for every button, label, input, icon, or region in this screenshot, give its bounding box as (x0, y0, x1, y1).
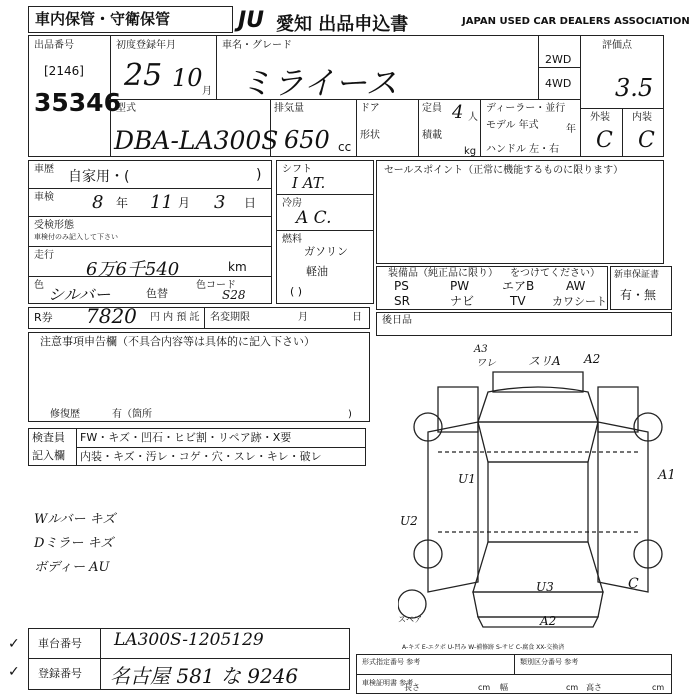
displacement-unit: cc (338, 140, 352, 154)
score-value: 3.5 (615, 74, 654, 102)
check-mark-2: ✓ (8, 664, 20, 680)
first-reg-month-unit: 月 (202, 86, 212, 97)
recycle-included: 円 内 預 託 (150, 312, 200, 323)
mileage-label: 走行 (34, 250, 54, 261)
chassis-label: 車台番号 (38, 637, 82, 650)
inspection-year: 8 (92, 192, 104, 213)
mark-a3: A3 (474, 344, 488, 355)
lot-number: 35346 (34, 88, 121, 117)
inspection-month-unit: 月 (178, 196, 191, 210)
first-reg-month: 10 (172, 64, 203, 92)
wid-unit: cm (566, 683, 579, 692)
int-grade: C (638, 128, 655, 153)
inspection-day: 3 (214, 192, 226, 213)
check-mark-1: ✓ (8, 636, 20, 652)
equipment-circle-note: をつけてください） (510, 268, 600, 279)
equip-navi: ナビ (450, 294, 475, 308)
receipt-note: 車検付のみ記入して下さい (34, 233, 118, 241)
fuel-diesel: 軽油 (306, 265, 328, 278)
ext-grade: C (596, 128, 613, 153)
dealer-label: ディーラー・並行 (486, 103, 566, 114)
color-change-label: 色替 (146, 287, 168, 300)
equip-ps: PS (394, 279, 409, 293)
mark-suria: スリA (528, 354, 561, 368)
equip-sr: SR (394, 294, 410, 308)
ext-label: 外装 (590, 112, 610, 123)
form-label: 形式指定番号 参考 (362, 658, 421, 666)
inspection-month: 11 (150, 192, 173, 213)
handle-label: ハンドル 左・右 (486, 144, 560, 155)
equip-airbag: エアB (502, 279, 535, 293)
remark-1: Wルバー キズ (34, 512, 116, 527)
color-label: 色 (34, 280, 44, 291)
repair-close: ) (348, 409, 352, 420)
sales-point-label: セールスポイント（正常に機能するものに限ります） (384, 165, 624, 176)
lot-label: 出品番号 (34, 40, 74, 51)
inspection-day-unit: 日 (244, 196, 257, 210)
history-close: ) (256, 167, 262, 183)
inspector-label-2: 記入欄 (32, 449, 65, 462)
displacement-label: 排気量 (274, 103, 304, 114)
load-unit: kg (464, 146, 477, 157)
roof (488, 462, 588, 542)
ac-value: A C. (296, 208, 332, 228)
fuel-paren: ( ) (290, 285, 303, 298)
rear-note-label: 後日品 (382, 315, 412, 326)
ac-label: 冷房 (282, 198, 302, 209)
header-right-title: JAPAN USED CAR DEALERS ASSOCIATION (462, 16, 690, 27)
inspector-label-1: 検査員 (32, 431, 65, 444)
remark-2: Dミラー キズ (34, 536, 114, 551)
mark-ware: ワレ (476, 358, 496, 369)
drive-4wd: 4WD (545, 77, 572, 90)
color-code-label: 色コード (196, 280, 236, 291)
warranty-value: 有・無 (620, 288, 657, 302)
len-unit: cm (478, 683, 491, 692)
car-name-value: ミライース (240, 64, 398, 102)
fuel-label: 燃料 (282, 234, 302, 245)
ju-logo: JU (238, 8, 265, 33)
equip-tv: TV (510, 294, 526, 308)
remark-3: ボディー AU (34, 560, 110, 575)
equip-aw: AW (566, 279, 586, 293)
front-bumper (478, 617, 598, 627)
shift-label: シフト (282, 164, 312, 175)
roof-rear (478, 422, 598, 462)
capacity-unit: 人 (468, 112, 478, 123)
model-type-value: DBA-LA300S (114, 126, 279, 155)
inspection-year-unit: 年 (116, 196, 129, 210)
equip-pw: PW (450, 279, 470, 293)
mileage-unit: km (228, 260, 247, 274)
header-left-title-box (28, 6, 233, 33)
hei-unit: cm (652, 683, 665, 692)
hei-label: 高さ (586, 683, 602, 692)
capacity-label: 定員 (422, 103, 442, 114)
mark-c: C (628, 576, 639, 592)
notes-label: 注意事項申告欄（不具合内容等は具体的に記入下さい） (40, 335, 315, 348)
plate-value: 名古屋 581 な 9246 (110, 664, 299, 688)
inspection-label: 車検 (34, 192, 54, 203)
type-label: 類別区分番号 参考 (520, 658, 579, 666)
capacity-value: 4 (452, 102, 464, 123)
lot-sub: [2146] (44, 64, 84, 78)
name-change-day: 日 (352, 312, 362, 323)
fuel-gas: ガソリン (304, 245, 348, 258)
equipment-label: 装備品（純正品に限り） (388, 268, 498, 279)
name-change-label: 名変期限 (210, 312, 250, 323)
repair-label: 修復歴 (50, 409, 80, 420)
recycle-value: 7820 (86, 304, 137, 328)
int-label: 内装 (632, 112, 652, 123)
spare-label: スペア (398, 615, 422, 624)
shift-value: I AT. (292, 174, 326, 192)
mark-a2-top: A2 (584, 352, 601, 366)
inspector-row-2: 内装・キズ・汚レ・コゲ・穴・スレ・キレ・破レ (80, 450, 322, 463)
model-type-label: 型式 (116, 103, 136, 114)
hood (473, 592, 603, 617)
shape-label: 形状 (360, 130, 380, 141)
car-name-label: 車名・グレード (222, 40, 292, 51)
history-label: 車歴 (34, 164, 54, 175)
repair-value: 有（箇所 (112, 409, 152, 420)
score-label: 評価点 (602, 40, 632, 51)
color-value: シルバー (48, 285, 111, 304)
history-value: 自家用・( (68, 169, 130, 185)
model-year-unit: 年 (566, 124, 576, 135)
first-reg-label: 初度登録年月 (116, 40, 176, 51)
header-center-title: 愛知 出品申込書 (276, 14, 409, 35)
equip-leather: カワシート (552, 295, 607, 308)
color-code-value: S28 (222, 288, 246, 302)
mark-u1: U1 (458, 472, 476, 486)
mark-u3: U3 (536, 580, 554, 594)
first-reg-year: 25 (124, 58, 163, 93)
plate-label: 登録番号 (38, 667, 82, 680)
load-label: 積載 (422, 130, 442, 141)
len-label: 長さ (404, 683, 420, 692)
wid-label: 幅 (500, 683, 508, 692)
receipt-label: 受検形態 (34, 220, 74, 231)
inspector-row-1: FW・キズ・凹石・ヒビ割・リペア跡・X要 (80, 431, 292, 444)
mark-u2: U2 (400, 514, 418, 528)
mileage-value: 6万6千540 (86, 259, 180, 280)
doors-label: ドア (360, 103, 380, 114)
header-left-title: 車内保管・守衛保管 (35, 10, 171, 28)
model-year-label: モデル 年式 (486, 120, 539, 131)
drive-2wd: 2WD (545, 53, 572, 66)
car-diagram (398, 342, 678, 642)
cert-label: 車検証明書 参考 (362, 679, 414, 687)
rear-note-block (376, 312, 672, 336)
mark-a1: A1 (658, 468, 676, 483)
displacement-value: 650 (284, 126, 330, 154)
mark-a2-bottom: A2 (540, 614, 557, 628)
name-change-month: 月 (298, 312, 308, 323)
warranty-label: 新車保証書 (614, 270, 660, 280)
recycle-label: R券 (34, 311, 53, 324)
diagram-legend: A-キズ E-エクボ U-凹み W-補修跡 S-サビ C-腐食 XX-交換済 (402, 644, 565, 651)
chassis-value: LA300S-1205129 (114, 630, 264, 650)
